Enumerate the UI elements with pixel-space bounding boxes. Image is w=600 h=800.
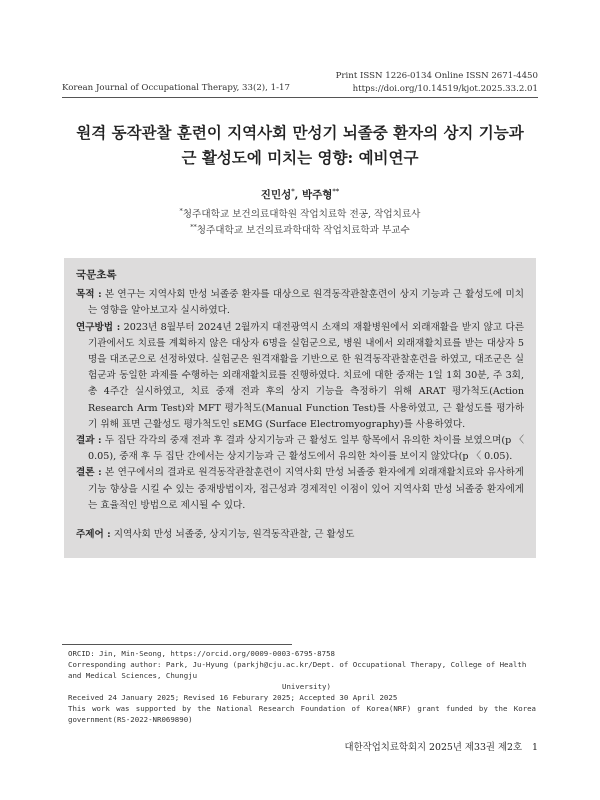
corresponding-note: Corresponding author: Park, Ju-Hyung (parkjh@cju.ac.kr/Dept. of Occupational Therapy, College of Health and Medical Sciences, Chungju	[68, 660, 527, 680]
keywords	[76, 526, 354, 540]
methods-label: 연구방법 :	[76, 321, 121, 333]
methods-text: 2023년 8월부터 2024년 2월까지 대전광역시 소재의 재활병원에서 외래재활을 받지 않고 다른 기관에서도 치료를 계획하지 않은 대상자 6명을 실험군으로, 병원 내에서 외래재활치료를 받는 대상자 5명을 대조군으로 선정하였다. 실험군은 원격재활을 기반으로 한 원격동작관찰훈련을 하였고, 대조군은 실험군과 동일한 과제를 수행하는 외래재활치료를 진행하였다. 치료에 대한 중재는 1일 1회 30분, 주 3회, 총 4주간 실시하였고, 치료 중재 전과 후의 상지 기능을 측정하기 위해 ARAT 평가척도(Action Research Arm Test)와 MFT 평가척도(Manual Function Test)를 사용하였고, 근 활성도를 평가하기 위해 표면 근활성도 평가척도인 sEMG (Surface Electromyography)를 사용하였다.	[88, 321, 525, 430]
abstract-conclusion	[76, 465, 524, 514]
header-divider	[62, 97, 538, 98]
author-1-mark: *	[291, 187, 295, 196]
author-separator: ,	[294, 189, 302, 201]
page-number: 1	[532, 742, 538, 753]
affiliation-2	[0, 222, 600, 236]
orcid-note: ORCID: Jin, Min-Seong, https://orcid.org/0009-0003-6795-8758	[68, 649, 335, 658]
footnote-divider	[62, 644, 292, 645]
conclusion-label: 결론 :	[76, 467, 102, 479]
keywords-label: 주제어 :	[76, 529, 111, 540]
journal-citation: Korean Journal of Occupational Therapy, 33(2), 1-17	[62, 83, 290, 93]
page-footer	[345, 739, 538, 753]
footer-journal-issue: 대한작업치료학회지 2025년 제33권 제2호	[344, 742, 523, 753]
paper-title	[40, 120, 560, 170]
abstract-purpose	[76, 287, 524, 319]
affiliation-2-mark: **	[190, 222, 197, 231]
affiliation-2-text: 청주대학교 보건의료과학대학 작업치료학과 부교수	[196, 225, 410, 236]
affiliation-1-mark: *	[179, 206, 183, 215]
abstract-box	[64, 258, 536, 558]
abstract-methods	[76, 320, 524, 433]
purpose-text: 본 연구는 지역사회 만성 뇌졸중 환자를 대상으로 원격동작관찰훈련이 상지 기능과 근 활성도에 미치는 영향을 알아보고자 실시하였다.	[88, 289, 524, 317]
corresponding-note-cont: University)	[282, 682, 331, 691]
doi-link[interactable]: https://doi.org/10.14519/kjot.2025.33.2.01	[352, 84, 538, 94]
abstract-results	[76, 433, 524, 465]
author-2-mark: **	[332, 187, 340, 196]
author-2: 박주형	[301, 189, 333, 201]
conclusion-text: 본 연구에서의 결과로 원격동작관찰훈련이 지역사회 만성 뇌졸중 환자에게 외래재활치료와 유사하게 기능 향상을 시킬 수 있는 중재방법이자, 접근성과 경제적인 이점이 있어 지역사회 만성 뇌졸중 환자에게는 효율적인 방법으로 제시될 수 있다.	[88, 467, 525, 511]
affiliation-1-text: 청주대학교 보건의료대학원 작업치료학 전공, 작업치료사	[182, 209, 421, 220]
affiliation-1	[0, 206, 600, 220]
author-list	[0, 187, 600, 202]
funding-note: This work was supported by the National Research Foundation of Korea(NRF) grant funded by the Korea	[68, 704, 536, 713]
issn: Print ISSN 1226-0134 Online ISSN 2671-4450	[335, 71, 538, 81]
journal-identifiers	[336, 70, 538, 96]
title-line-1: 원격 동작관찰 훈련이 지역사회 만성기 뇌졸중 환자의 상지 기능과	[76, 123, 524, 142]
author-1: 진민성	[260, 189, 292, 201]
funding-note-cont: government(RS-2022-NR069890)	[68, 715, 193, 724]
results-text: 두 집단 각각의 중재 전과 후 결과 상지기능과 근 활성도 일부 항목에서 유의한 차이를 보였으며(p 〈 0.05), 중재 후 두 집단 간에서는 상지기능과 근 활성도에서 유의한 차이를 보이지 않았다(p 〈 0.05).	[88, 435, 524, 463]
keywords-text: 지역사회 만성 뇌졸중, 상지기능, 원격동작관찰, 근 활성도	[110, 529, 355, 540]
purpose-label: 목적 :	[76, 289, 102, 301]
title-line-2: 근 활성도에 미치는 영향: 예비연구	[181, 148, 419, 167]
footnotes	[68, 648, 536, 725]
abstract-heading: 국문초록	[76, 269, 117, 281]
results-label: 결과 :	[76, 435, 102, 447]
dates-note: Received 24 January 2025; Revised 16 Feburary 2025; Accepted 30 April 2025	[68, 693, 398, 702]
